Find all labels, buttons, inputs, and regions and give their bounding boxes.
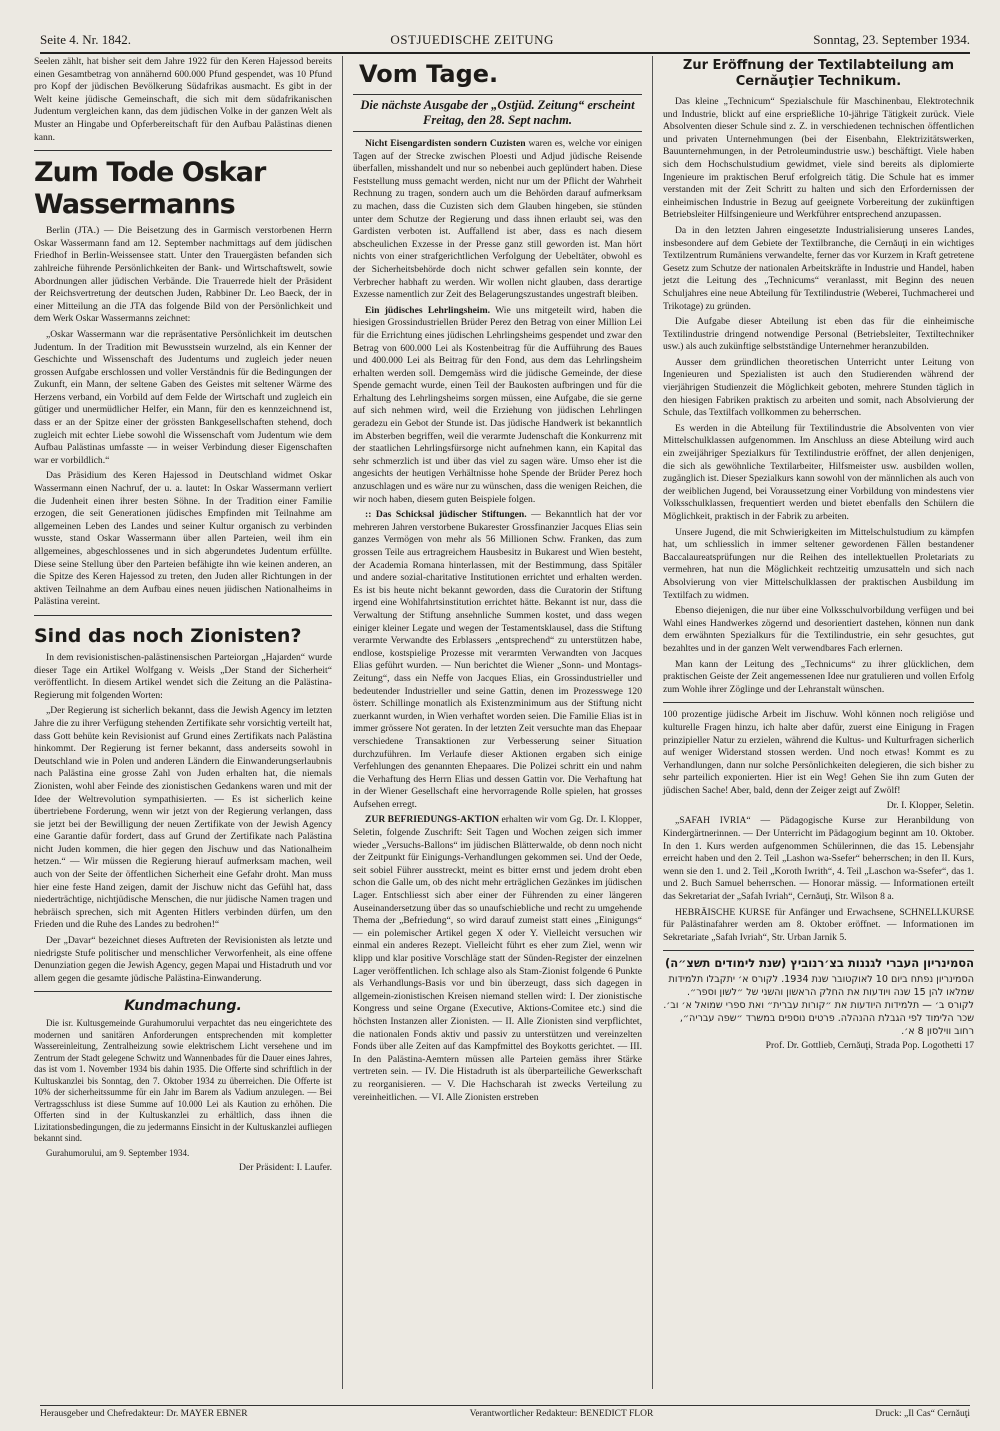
signature: Dr. I. Klopper, Seletin. xyxy=(886,800,974,812)
announcement xyxy=(34,1018,332,1159)
column-left xyxy=(34,56,342,1389)
paragraph: Die Aufgabe dieser Abteilung ist eben das für die einheimische Textilindustrie dringend notwendige Personal (Betriebsleiter, Textiltechniker usw.) als auch zukünftige selbstständige Unternehmer heranzubilden. xyxy=(663,316,974,353)
paragraph: 100 prozentige jüdische Arbeit im Jischuw. Wohl können noch religiöse und kulturelle Fragen hinzu, ich halte aber dafür, zuerst eine Einigung in Fragen prinzipieller Natur zu erzielen, während die Kultus- und Kulturfragen sicherlich auf weniger Widerstand stossen werden. Und noch etwas! Kommt es zu Verhandlungen, dann nur solche Persönlichkeiten delegieren, die sich bisher zu sehr parteilich exponierten. Hier ist ein Weg! Gehen Sie ihn zum Guten der jüdischen Sache! Aber, bald, denn der Zeiger zeigt auf Zwölf! xyxy=(663,709,974,796)
article-continuation: Seelen zählt, hat bisher seit dem Jahre 1922 für den Keren Hajessod bereits einen Gesamtbetrag von annähernd 600.000 Pfund gespendet, was 10 Pfund pro Kopf der jüdischen Bevölkerung Südafrikas ausmacht. Es gibt in der Welt keine jüdische Gemeinschaft, die sich mit dem südafrikanischen Judentum vergleichen kann, das dem jüdischen Volke in der ganzen Welt als Muster an Hingabe und Opferbereitschaft für den Aufbau Palästinas dienen kann. xyxy=(34,56,332,143)
paragraph: Das Präsidium des Keren Hajessod in Deutschland widmet Oskar Wassermann einen Nachruf, der u. a. lautet: In Oskar Wassermann verliert die Judenheit einen ihrer besten Söhne. In der Tradition einer Familie erzogen, die seit Generationen jüdisches Empfinden mit Teilnahme am allgemeinen Leben des Landes und seiner Kultur organisch zu verbinden wusste, stand Oskar Wassermann über allen Parteien, weil ihm ein allgemeines, abgeschlossenes und in sich abgerundetes Judentum erfüllte. Diese seine Stellung über den Parteien befähigte ihn wie keinen anderen, an die Spitze des Keren Hajessod zu treten, den Juden aller Richtungen in der aktiven Teilnahme an dem Aufbau eines neuen jüdischen Nationalheims in Palästina vereint. xyxy=(34,470,332,608)
paragraph: — Bekanntlich hat der vor mehreren Jahren verstorbene Bukarester Grossfinanzier Jacques Elias sein ganzes Vermögen von mehr als 56 Millionen Schw. Franken, das zum grossen Teile aus ertragreichem Hausbesitz in Bukarest und Wien besteht, der Academia Romana hinterlassen, mit der Bestimmung, dass Spitäler und andere sozial-charitative Institutionen errichtet und erhalten werden. Es ist bis heute nicht bekannt geworden, dass die Curatorin der Stiftung irgend eine Wohlfahrtsinstitution errichtet hätte. Bekannt ist nur, dass die Verwaltung der Stiftung ansehnliche Summen kostet, und dass wegen einiger kleiner Legate und wegen der Testamentsklausel, dass die Stiftung verarmte Verwandte des Erblassers „entsprechend“ zu unterstützen habe, endlose, kostspielige Prozesse mit verarmten Verwandten von Jacques Elias geführt wurden. — Nun berichtet die Wiener „Sonn- und Montags-Zeitung“, dass ein Neffe von Jacques Elias, ein Grossindustrieller und bedeutender Industrieller und seine Gattin, denen im Prozesswege 120 österr. Schillinge monatlich als Existenzminimum aus der Stiftung nicht zuerkannt wurden, in Wien verhaftet worden seien. Die Familie Elias ist in immer grössere Not geraten. In der letzten Zeit versuchte man das Ehepaar verschiedene Transaktionen zur Verbesserung seiner Situation durchzuführen. Im Verlaufe dieser Aktionen ergaben sich einige Verfehlungen des genannten Ehepaares. Die Polizei schritt ein und nahm die Verhaftung des Herrn Elias und dessen Gattin vor. Die Verhaftung hat in der Wiener Gesellschaft eine hervorragende Rolle spielen, hat grosses Aufsehen erregt. xyxy=(353,509,642,810)
paragraph: „Der Regierung ist sicherlich bekannt, dass die Jewish Agency im letzten Jahre die zu ihrer Verfügung stehenden Zertifikate sehr vorsichtig verteilt hat, dass Gott behüte kein Revisionist auf Grund eines Zertifikats nach Palästina hinkommt. Der Regierung ist ferner bekannt, dass anderseits sowohl in Deutschland wie in Polen und anderen Ländern die Einwanderungserlaubnis nach Palästina eine grosse Zahl von Juden erhalten hat, die niemals Zionisten, wohl aber Feinde des zionistischen Gedankens waren und mit der Idee der Weltrevolution sympathisierten. — Es ist sicherlich keine übertriebene Forderung, wenn wir jetzt von der Regierung verlangen, dass sie jetzt bei der Bewilligung der neuen Zertifikate von der Jewish Agency eine Garantie dafür fordert, dass auf Grund der Zertifikate nach Palästina nicht Juden kommen, die hier gegen den Jischuw und das Nationalheim hetzen.“ — Wir müssen die Regierung hierauf aufmerksam machen, weil auch von der Seite der öffentlichen Sicherheit eine Gefahr droht. Man muss hier eine feste Hand zeigen, damit der Jischuw nicht das Gefühl hat, dass niederträchtige, nichtjüdische Menschen, die nur jüdische Namen tragen und hebräisch sprechen, sich mit Agenten Hitlers verbinden dürfen, um den Frieden und die Ruhe des Landes zu bedrohen!“ xyxy=(34,705,332,931)
columns xyxy=(34,56,974,1389)
paragraph: Da in den letzten Jahren eingesetzte Industrialisierung unseres Landes, insbesondere auf dem Gebiete der Textilbranche, die Cernăuţi in ein wichtiges Textilzentrum Rumäniens verwandelte, ferner das vor Kurzem in Kraft getretene Gesetz zum Schutze der nationalen Arbeitskräfte in Industrie und Handel, haben jetzt die Leitung des „Technicums“ veranlasst, mit Beginn des neuen Schuljahres eine neue Abteilung für Textilindustrie (Weberei, Tuchmacherei und Trikotage) zu gründen. xyxy=(663,224,974,312)
hebrew-notice xyxy=(663,957,974,1038)
announcement-signature: Der Präsident: I. Laufer. xyxy=(239,1162,332,1174)
paragraph: Es werden in die Abteilung für Textilindustrie die Absolventen von vier Mittelschulklassen aufgenommen. Im Anschluss an diese Abteilung wird auch ein zweijähriger Spezialkurs für Textilindustrie eröffnet, der allen denjenigen, die sich als gewöhnliche Textilarbeiter, Hilfsmeister usw. ausbilden wollen, zugänglich ist. Dieser Spezialkurs kann sowohl von der männlichen als auch von der weiblichen Jugend, bei Voraussetzung einer Vorbildung von mindestens vier Volksschulklassen, frequentiert werden und bietet ebenfalls den Schülern die Möglichkeit, praktisch in der Fabrik zu arbeiten. xyxy=(663,422,974,522)
editor: Verantwortlicher Redakteur: BENEDICT FLOR xyxy=(469,1409,654,1419)
divider xyxy=(34,615,332,616)
column-middle xyxy=(342,56,652,1389)
divider xyxy=(34,991,332,992)
divider xyxy=(663,702,974,703)
paragraph: „SAFAH IVRIA“ — Pädagogische Kurse zur Heranbildung von Kindergärtnerinnen. — Der Unterricht im Pädagogium beginnt am 10. Oktober. In den 1. Kurs werden aufgenommen Schülerinnen, die das 15. Lebensjahr erreicht haben und den 2. Teil „Lashon wa-Ssefer“ beherrschen; in den II. Kurs, wenn sie den 1. und 2. Teil „Koroth Iwrith“, 4. Teil „Laschon wa-Ssefer“, das 1. und 2. Buch Samuel beherrschen. — Honorar mässig. — Informationen erteilt das Sekretariat der „Safah Ivriah“, Cernăuţi, Str. Wilson 8 a. xyxy=(663,815,974,903)
section-title-vom-tage: Vom Tage. xyxy=(359,60,499,88)
paragraph: HEBRÄISCHE KURSE für Anfänger und Erwachsene, SCHNELLKURSE für Palästinafahrer werden am 8. Oktober eröffnet. — Informationen im Sekretariate „Safah Ivriah“, Str. Urban Jarnik 5. xyxy=(663,906,974,943)
announcement-body: Die isr. Kultusgemeinde Gurahumorului verpachtet das neu eingerichtete des modernen und sanitären Anforderungen entsprechenden mit kompletter Wassereinleitung, Zentralheizung sowie elektrischem Licht versehene und im Zentrum der Stadt gelegene Schwitz und Wannenbades für die Dauer eines Jahres, das ist vom 1. November 1934 bis dahin 1935. Die Offerte sind schriftlich in der Kultuskanzlei bis Sonntag, den 7. Oktober 1934 zu überreichen. Die Offerte ist 10% der sicherheitssumme für ein Jahr im Barem als Vadium anzulegen. — Bei Vertragsschluss ist diese Summe auf 10.000 Lei als Kaution zu erhöhen. Die Offerten sind in der Kultuskanzlei zu erhältlich, dass ihnen die Lizitationsbedingungen, die zu jedermanns Einsicht in der Kultuskanzlei aufliegen bekannt sind. xyxy=(34,1018,332,1144)
headline-textil: Zur Eröffnung der Textilabteilung am Cernăuţier Technikum. xyxy=(682,58,955,89)
subhead: ZUR BEFRIEDUNGS-AKTION xyxy=(365,814,500,826)
announcement-title: Kundmachung. xyxy=(124,998,242,1015)
paragraph: Man kann der Leitung des „Technicums“ zu ihrer glücklichen, dem praktischen Geiste der Zeit angemessenen Idee nur gratulieren und vollen Erfolg zum Wohle ihrer Zöglinge und der Lehranstalt wünschen. xyxy=(663,658,974,695)
subhead: :: Das Schicksal jüdischer Stiftungen. xyxy=(365,509,527,521)
signature: Prof. Dr. Gottlieb, Cernăuţi, Strada Pop. Logothetti 17 xyxy=(765,1040,974,1052)
divider xyxy=(34,150,332,151)
headline-wassermann: Zum Tode Oskar Wassermanns xyxy=(34,157,266,221)
paragraph: Wie uns mitgeteilt wird, haben die hiesigen Grossindustriellen Brüder Perez den Betrag von einer Million Lei für die Errichtung eines jüdischen Lehrlingsheims gespendet und zwar den Betrag von 600.000 Lei als Kostenbeitrag für die Aufführung des Baues und 400.000 Lei als Beitrag für den Fond, aus dem das Lehrlingsheim erhalten werden soll. Demgemäss wird die jüdische Gemeinde, der diese Spende gemacht wurde, einen Teil der Baukosten aufbringen und für die Erhaltung des Lehrlingsheims sorgen müssen, eine Aufgabe, die sie gerne auf sich nehmen wird, weil die Erziehung von jüdischen Lehrlingen geradezu ein Gebot der Stunde ist. Das jüdische Handwerk ist bekanntlich im Absterben begriffen, weil die verarmte Judenschaft die Konkurrenz mit der staatlichen Lehrlingsfürsorge nicht aufnehmen kann, ein Kapital das sehr schmerzlich ist und über das viel zu sagen wäre. Umso eher ist die angesichts der heutigen Verhältnisse hohe Spende der Brüder Perez hoch anzuschlagen und es wäre nur zu wünschen, dass die wenigen Reichen, die wir noch haben, diesem guten Beispiele folgen. xyxy=(353,304,642,505)
paragraph: In dem revisionistischen-palästinensischen Parteiorgan „Hajarden“ wurde dieser Tage ein Artikel Wolfgang v. Weisls „Der Stand der Sicherheit“ veröffentlicht. In diesem Artikel wendet sich die Zeitung an die Palästina-Regierung mit folgenden Worten: xyxy=(34,651,332,701)
page-header xyxy=(40,24,970,54)
paragraph: Unsere Jugend, die mit Schwierigkeiten im Mittelschulstudium zu kämpfen hat, um schliesslich in immer seltener gewordenen Fällen bestandener Baccalaureatsprüfungen nur die Reihen des intellektuellen Proletariats zu vermehren, hat nun die Möglichkeit rechtzeitig umzusatteln und sich nach Absolvierung von vier Mittelschulklassen der praktischen Ausbildung im Textilfach zu widmen. xyxy=(663,526,974,601)
paragraph: Ebenso diejenigen, die nur über eine Volksschulvorbildung verfügen und bei Wahl eines Handwerkes zögernd und desorientiert dastehen, können nun dank dem erwähnten Spezialkurs für die Textilindustrie, ein sehr gesuchtes, gut bezahltes und in der ganzen Welt verwendbares Fach erlernen. xyxy=(663,605,974,654)
next-issue-notice: Die nächste Ausgabe der „Ostjüd. Zeitung“ erscheint Freitag, den 28. Sept nachm. xyxy=(353,94,642,132)
hebrew-title: הסמינריון העברי לגננות בצ׳רנוביץ (שנת לימודים תשצ״ה) xyxy=(665,956,974,971)
page-number: Seite 4. Nr. 1842. xyxy=(40,32,131,47)
paragraph: erhalten wir vom Gg. Dr. I. Klopper, Seletin, folgende Zuschrift: Seit Tagen und Wochen zeigen sich immer wieder „Versuchs-Ballons“ im jüdischen Blätterwalde, ob denn noch nicht der Zeitpunkt für Einigungs-Verhandlungen gekommen sei. Und der Oede, seit sobiel Führer ausstreckt, meint es bitter ernst und jedem droht eben schon die Galle um, ob des nicht mehr erträglichen Gezänkes im jüdischen Lager. Entschliesst sich aber einer der Führenden zu einer längeren Auseinandersetzung über das so unaufschiebliche und recht zu umgehende Thema der „Befriedung“, so wird darauf zumeist statt eines „Einigungs“ — ein polemischer Artikel gegen X oder Y. Vielleicht versuchen wir einmal ein anderes Rezept. Vielleicht führt es eher zum Ziel, wenn wir klipp und klar positive Vorschläge statt der Sünden-Register der einzelnen Lager veröffentlichen. Ich schlage also als Stam-Zionist folgende 6 Punkte als Verhandlungs-Basis vor und bin überzeugt, dass sich dagegen in allgemein-zionistischen Kreisen niemand stellen wird: I. Der zionistische Kongress und seine Organe (Executive, Aktions-Comitee etc.) sind die höchsten Instanzen aller Zionisten. — II. Alle Zionisten sind verpflichtet, die nationalen Fonds aktiv und passiv zu unterstützen und vereinzelten Fonds über alle Zeiten auf das Kampfmittel des Boykotts gerichtet. — III. In den Palästina-Aemtern müssen alle Parteien gemäss ihrer Stärke vertreten sein. — IV. Die Histadruth ist als überparteiliche Gewerkschaft zu reorganisieren. — V. Die Hachscharah ist zwecks Verteilung zu vereinheitlichen. — VI. Alle Zionisten erstreben xyxy=(353,814,642,1103)
announcement-place: Gurahumorului, am 9. September 1934. xyxy=(46,1147,190,1158)
paragraph: Berlin (JTA.) — Die Beisetzung des in Garmisch verstorbenen Herrn Oskar Wassermann fand am 12. September nachmittags auf dem jüdischen Friedhof in Berlin-Weissensee statt. Unter den Trauergästen befanden sich zahlreiche führende Persönlichkeiten der Bank- und Wirtschaftswelt, sowie Abordnungen aller jüdischen Verbände. Die Trauerrede hielt der Präsident der Reichsvertretung der deutschen Juden, Rabbiner Dr. Leo Baeck, der in einer Mitteilung an die JTA das folgende Bild von der Persönlichkeit und dem Werk Oskar Wassermanns zeichnet: xyxy=(34,225,332,325)
paragraph: „Oskar Wassermann war die repräsentative Persönlichkeit im deutschen Judentum. In der Tradition mit Bewusstsein wurzelnd, als ein Kenner der Geschichte und Wissenschaft des Judentums und zugleich jeder neuen grossen Aufgabe erschlossen und voller Verständnis für die Bedingungen der Zukunft, ein Mann, der seltene Gaben des Geistes mit seltener Wärme des Herzens verband, ein Vorbild auf dem Felde der Wirtschaft und zugleich ein gütiger und unermüdlicher Helfer, ein Mann, für den es kennzeichnend ist, dass er an der Spitze einer der grössten Bankgesellschaften stehend, doch zugleich mit echter Liebe sowohl die Wissenschaft vom Judentum wie dem Aufbau Palästinas umfasste — in weiser Verbindung dieser Eigenschaften war er vorbildlich.“ xyxy=(34,328,332,466)
printer: Druck: „Il Cas“ Cernăuţi xyxy=(875,1409,970,1419)
publisher: Herausgeber und Chefredakteur: Dr. MAYER EBNER xyxy=(40,1409,248,1419)
hebrew-body: הסמינריון נפתח ביום 10 לאוקטובר שנת 1934. לקורס א׳ יתקבלו תלמידות שמלאו להן 15 שנה ויודעות את החלק הראשון והשני של ״לשון וספר״. לקורס ב׳ — תלמידות היודעות את ״קורות עברית״ ואת ספרי שמואל א׳ וב׳. שכר הלימוד לפי הגבלת ההנהלה. פרטים נוספים במשרד ״שפה עבריה״, רחוב ווילסון 8 א׳. xyxy=(663,974,974,1038)
subhead: Nicht Eisengardisten sondern Cuzisten xyxy=(365,138,526,149)
newspaper-name: OSTJUEDISCHE ZEITUNG xyxy=(390,32,554,47)
page-footer xyxy=(40,1405,970,1419)
divider xyxy=(663,950,974,951)
paragraph: Das kleine „Technicum“ Spezialschule für Maschinenbau, Elektrotechnik und Industrie, blickt auf eine ersprießliche 10-jährige Tätigkeit zurück. Viele Absolventen dieser Schule sind z. Z. in verschiedenen technischen öffentlichen und privaten Unternehmungen (bei der Eisenbahn, Elektrizitätswerken, Bauunternehmungen, in der Petroleumindustrie usw.) beschäftigt. Viele haben sich dem Hochschulstudium gewidmet, viele sind bereits als diplomierte Ingenieure im praktischen Beruf erfolgreich tätig. Die Schule hat es immer verstanden mit der Zeit Schritt zu halten und sich den Erfordernissen der einheimischen Industrie in Bezug auf geeignete Vorbereitung der zukünftigen Betriebsleiter Hilfsingenieure und Werkführer entsprechend anzupassen. xyxy=(663,96,974,221)
paragraph: waren es, welche vor einigen Tagen auf der Strecke zwischen Ploesti und Adjud jüdische Reisende überfallen, misshandelt und nur so nebenbei auch geplündert haben. Diese Feststellung muss gemacht werden, nicht nur um der Pflicht der Wahrheit Rechnung zu tragen, sondern auch um die Behörden darauf aufmerksam zu machen, dass die Cuzisten sich dem Glauben hingeben, sie stünden unter dem Schutze der Regierung und dass ihnen erlaubt sei, was den Gardisten verboten ist. Auffallend ist aber, dass es nach diesem abscheulichen Exzesse in der Presse ganz still geworden ist. Man hört nichts von einer strafgerichtlichen Verfolgung der Uebeltäter, obwohl es der Sicherheitsbehörde doch nicht schwer gefallen sein konnte, der Verbrecher habhaft zu werden. Wir wollen nicht glauben, dass derartige Exzesse namentlich zur Zeit des Belagerungszustandes ungestraft bleiben. xyxy=(353,138,642,301)
paragraph: Der „Davar“ bezeichnet dieses Auftreten der Revisionisten als letzte und niedrigste Stufe politischer und menschlicher Verworfenheit, als eine offene Denunziation gegen die Jewish Agency, gegen Mapai und Histadruth und vor allem gegen die gesamte jüdische Palästina-Einwanderung. xyxy=(34,935,332,984)
issue-date: Sonntag, 23. September 1934. xyxy=(813,32,970,47)
subhead: Ein jüdisches Lehrlingsheim. xyxy=(365,304,490,316)
paragraph: Ausser dem gründlichen theoretischen Unterricht unter Leitung von Ingenieuren und Spezialisten ist auch den Studierenden während der vierjährigen Studienzeit die Möglichkeit geboten, mehrere Stunden täglich in den hiesigen Fabriken praktisch zu arbeiten und somit, nach Absolvierung der Schule, das Textilfach vollkommen zu beherrschen. xyxy=(663,356,974,419)
headline-zionisten: Sind das noch Zionisten? xyxy=(34,624,302,647)
column-right xyxy=(652,56,974,1389)
